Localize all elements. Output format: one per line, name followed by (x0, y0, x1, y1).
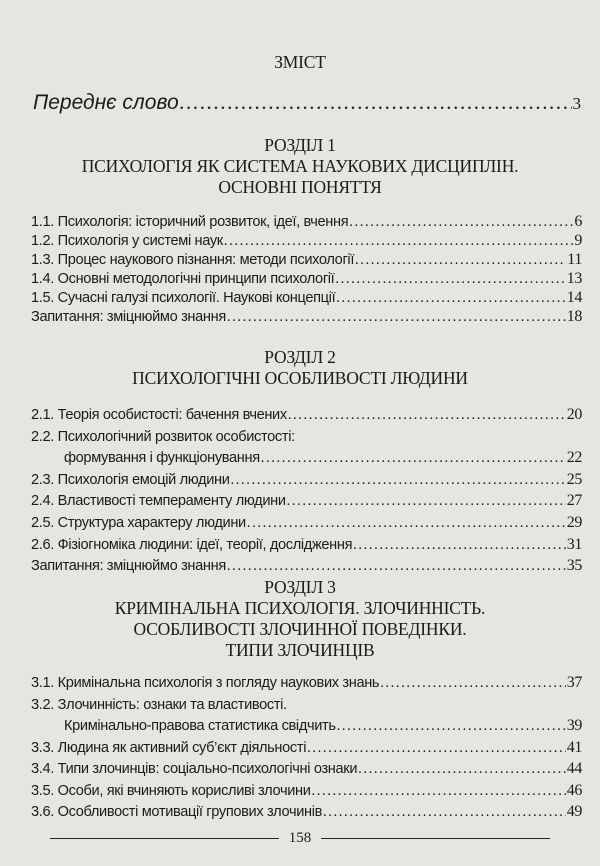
dot-leader (247, 513, 566, 533)
section-heading: РОЗДІЛ 1 (264, 135, 336, 155)
toc-entry[interactable] (31, 738, 582, 758)
dot-leader (335, 269, 565, 289)
dot-leader (227, 556, 566, 576)
entry-page: 6 (574, 213, 582, 230)
entry-label: 1.5. Сучасні галузі психології. Наукові концепції (31, 290, 336, 306)
entry-label: 3.4. Типи злочинців: соціально-психологічні ознаки (31, 761, 358, 777)
dot-leader (355, 250, 566, 270)
entry-label: 1.2. Психологія у системі наук (31, 233, 223, 249)
entry-label: 2.3. Психологія емоцій людини (31, 471, 230, 488)
dot-leader (337, 716, 566, 736)
entry-label: 1.4. Основні методологічні принципи психології (31, 271, 335, 287)
entry-page: 18 (566, 308, 582, 325)
section-title-line: ТИПИ ЗЛОЧИНЦІВ (225, 640, 375, 660)
toc-entry[interactable] (31, 269, 582, 289)
entry-page: 49 (566, 803, 582, 820)
section-title-line: ПСИХОЛОГІЯ ЯК СИСТЕМА НАУКОВИХ ДИСЦИПЛІН. (81, 156, 519, 176)
entry-label: 2.1. Теорія особистості: бачення вчених (31, 407, 287, 423)
dot-leader (353, 535, 566, 555)
entry-label: Переднє слово (33, 91, 179, 114)
section-title-line: КРИМІНАЛЬНА ПСИХОЛОГІЯ. ЗЛОЧИННІСТЬ. (114, 598, 486, 618)
entry-page: 44 (566, 760, 582, 777)
dot-leader (312, 781, 566, 801)
entry-label-line: 3.2. Злочинність: ознаки та властивості. (31, 696, 287, 713)
entry-page: 9 (574, 232, 582, 249)
entry-page: 3 (572, 94, 581, 113)
entry-page: 31 (566, 535, 582, 553)
entry-label: 3.3. Людина як активний суб’єкт діяльності (31, 739, 307, 756)
entry-page: 14 (566, 289, 582, 306)
entry-label: 2.4. Властивості темпераменту людини (31, 493, 286, 510)
dot-leader (336, 288, 565, 308)
toc-entry[interactable] (31, 288, 582, 308)
page-number: 158 (288, 830, 312, 846)
entry-label: Запитання: зміцнюймо знання (31, 558, 226, 575)
toc-entry[interactable] (31, 470, 582, 490)
entry-page: 27 (566, 492, 582, 510)
toc-entry-preface[interactable] (33, 90, 581, 115)
dot-leader (307, 738, 566, 758)
dot-leader (323, 802, 566, 822)
section-title-line: ПСИХОЛОГІЧНІ ОСОБЛИВОСТІ ЛЮДИНИ (132, 368, 468, 388)
entry-page: 29 (566, 514, 582, 531)
entry-label: 3.6. Особливості мотивації групових злочинів (31, 804, 323, 820)
toc-entry[interactable] (31, 448, 582, 468)
toc-entry[interactable] (31, 716, 582, 736)
entry-label: Кримінально-правова статистика свідчить (64, 718, 336, 734)
toc-entry[interactable] (31, 491, 582, 511)
toc-entry[interactable] (31, 405, 582, 425)
entry-page: 39 (566, 717, 582, 734)
entry-label-line: 2.2. Психологічний розвиток особистості: (31, 428, 295, 445)
toc-entry[interactable] (31, 535, 582, 555)
footer-rule-right (321, 838, 550, 839)
dot-leader (288, 405, 566, 425)
entry-label: 3.1. Кримінальна психологія з погляду наукових знань (31, 675, 380, 691)
toc-entry[interactable] (31, 556, 582, 576)
toc-entry[interactable] (31, 212, 582, 232)
toc-entry[interactable] (31, 250, 582, 270)
dot-leader (380, 673, 566, 693)
entry-label: 2.6. Фізіогноміка людини: ідеї, теорії, дослідження (31, 536, 353, 553)
entry-label: 3.5. Особи, які вчиняють корисливі злочини (31, 782, 311, 799)
entry-label: Запитання: зміцнюймо знання (31, 309, 226, 325)
entry-page: 37 (566, 674, 582, 691)
dot-leader (227, 307, 566, 327)
entry-label: 1.3. Процес наукового пізнання: методи психології (31, 252, 355, 268)
entry-page: 35 (566, 557, 582, 575)
section-title-line: ОСОБЛИВОСТІ ЗЛОЧИННОЇ ПОВЕДІНКИ. (133, 619, 467, 639)
toc-entry[interactable] (31, 759, 582, 779)
toc-entry[interactable] (31, 513, 582, 533)
dot-leader (224, 231, 574, 251)
dot-leader (358, 759, 566, 779)
entry-page: 22 (566, 449, 582, 467)
entry-page: 13 (566, 270, 582, 287)
dot-leader (349, 212, 573, 232)
entry-page: 20 (566, 406, 582, 423)
entry-page: 11 (567, 251, 582, 268)
dot-leader (231, 470, 566, 490)
toc-entry[interactable] (31, 673, 582, 693)
toc-entry[interactable] (31, 231, 582, 251)
toc-entry[interactable] (31, 781, 582, 801)
entry-page: 41 (566, 738, 582, 756)
dot-leader (180, 90, 572, 115)
page-footer (50, 830, 550, 847)
entry-page: 46 (566, 781, 582, 799)
entry-label: формування і функціонування (64, 450, 260, 467)
toc-title: ЗМІСТ (274, 52, 326, 72)
footer-rule-left (50, 838, 279, 839)
dot-leader (261, 448, 566, 468)
entry-page: 25 (566, 470, 582, 488)
entry-label: 2.5. Структура характеру людини (31, 515, 246, 531)
section-heading: РОЗДІЛ 3 (264, 577, 336, 597)
dot-leader (287, 491, 566, 511)
entry-label: 1.1. Психологія: історичний розвиток, ідеї, вчення (31, 214, 349, 230)
toc-entry[interactable] (31, 802, 582, 822)
toc-entry[interactable] (31, 307, 582, 327)
section-title-line: ОСНОВНІ ПОНЯТТЯ (218, 177, 382, 197)
section-heading: РОЗДІЛ 2 (264, 347, 336, 367)
